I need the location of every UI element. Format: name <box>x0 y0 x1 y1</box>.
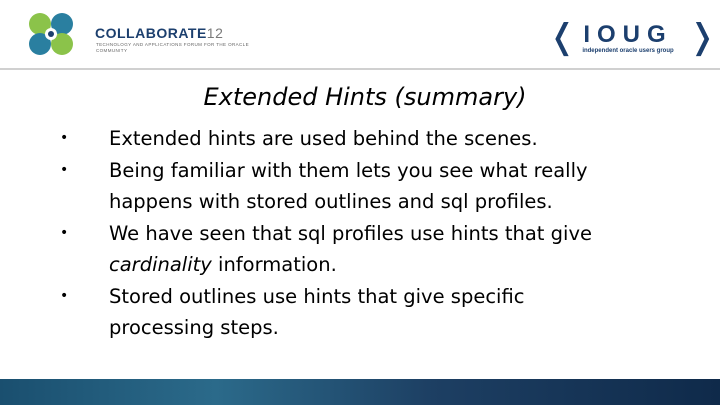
right-bracket-icon: ❭ <box>688 17 717 57</box>
bullet-text: Extended hints are used behind the scenes. <box>109 127 538 150</box>
collaborate-logo-icon <box>22 10 80 58</box>
slide-title: Extended Hints (summary) <box>203 83 527 111</box>
emphasis-text: cardinality <box>109 253 212 276</box>
bullet-text: Being familiar with them lets you see what really happens with stored outlines and sql profiles. <box>109 158 588 213</box>
bullet-icon: • <box>60 161 69 178</box>
left-bracket-icon: ❬ <box>548 17 577 57</box>
ioug-logo <box>548 17 717 58</box>
bullet-icon: • <box>60 287 69 304</box>
header-divider <box>0 68 720 70</box>
bullet-text: Stored outlines use hints that give specific processing steps. <box>109 284 525 339</box>
bullet-item <box>0 155 629 218</box>
bullet-icon: • <box>60 224 69 241</box>
header-bar <box>0 0 720 72</box>
bullet-item <box>0 281 629 344</box>
bullet-item <box>0 123 629 155</box>
ioug-subtitle: independent oracle users group <box>582 48 674 54</box>
collaborate-wordmark: COLLABORATE12 <box>95 25 224 41</box>
collaborate-tagline: TECHNOLOGY AND APPLICATIONS FORUM FOR THE ORACLE COMMUNITY <box>96 42 249 53</box>
bullet-list <box>0 123 629 344</box>
bullet-icon: • <box>60 130 69 146</box>
ioug-wordmark: IOUG <box>583 21 673 48</box>
bullet-item <box>0 218 629 281</box>
footer-band <box>0 379 720 405</box>
bullet-text: We have seen that sql profiles use hints that give cardinality information. <box>109 221 592 276</box>
